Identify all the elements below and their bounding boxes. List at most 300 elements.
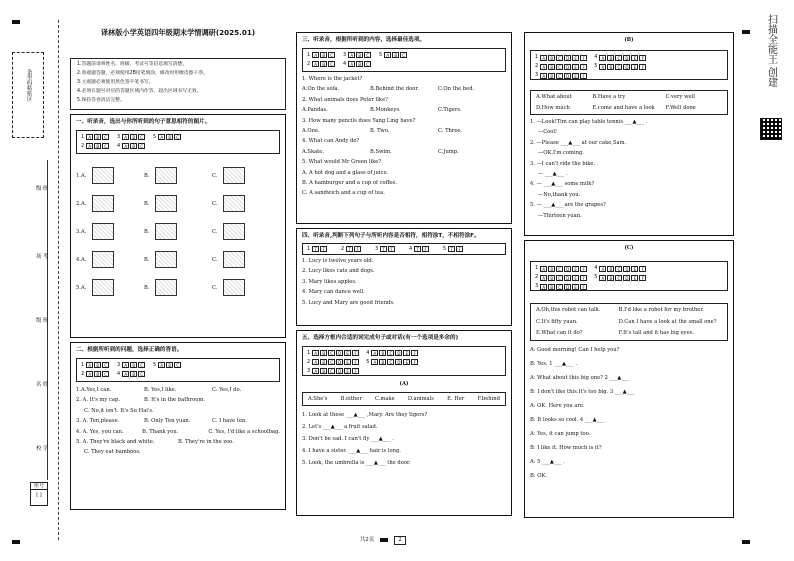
bubble-e[interactable]: E bbox=[572, 266, 579, 272]
phrase-option: F.Well done bbox=[665, 104, 696, 111]
part5-answer-grid: 1 A B C D E F 4 A B C D E F 2 A B C D E F 5 A B C D E F 3 A B C D E F bbox=[302, 346, 506, 376]
row-label: 2.A. bbox=[76, 200, 87, 207]
question-options: A.One. B. Two. C. Three. bbox=[302, 127, 463, 134]
part4-answer-grid: 1 T F 2 T F 3 T F 4 T F 5 T F bbox=[302, 243, 506, 255]
part5a-sentences bbox=[302, 412, 506, 472]
dialog-line: A: OK. Here you are. bbox=[530, 402, 585, 409]
bubble-c[interactable]: C bbox=[328, 368, 335, 374]
question-row: C. No,it isn't. It's Su Hai's. bbox=[84, 407, 154, 414]
bubble-a[interactable]: A bbox=[348, 52, 355, 58]
bubble-f[interactable]: F bbox=[639, 55, 646, 61]
bubble-e[interactable]: E bbox=[403, 350, 410, 356]
bubble-b[interactable]: B bbox=[392, 52, 399, 58]
corner-mark bbox=[742, 30, 750, 34]
bubble-f[interactable]: F bbox=[580, 266, 587, 272]
picture-ice-cream-icon bbox=[92, 223, 114, 240]
bubble-c[interactable]: C bbox=[328, 359, 335, 365]
question-row: 4. A. Yes, you can. B. Thank you. C. Yes, I'd like a schoolbag. bbox=[76, 428, 280, 435]
dialog-line: —No,thank you. bbox=[538, 191, 581, 198]
bubble-a[interactable]: A bbox=[540, 266, 547, 272]
part2-title: 二、根据所听到的问题，选择正确的答语。 bbox=[76, 347, 183, 353]
dialog-line: — ___▲___ . bbox=[538, 170, 568, 177]
column-2 bbox=[296, 32, 512, 532]
option-label: C. bbox=[212, 256, 218, 263]
picture-man-icon bbox=[223, 279, 245, 296]
bubble-e[interactable]: E bbox=[403, 359, 410, 365]
bubble-b[interactable]: B bbox=[379, 359, 386, 365]
bubble-b[interactable]: B bbox=[94, 371, 101, 377]
bubble-a[interactable]: A bbox=[371, 350, 378, 356]
bubble-c[interactable]: C bbox=[615, 55, 622, 61]
question-option: B. A hamburger and a cup of coffee. bbox=[302, 179, 398, 186]
dialog-line: 5. — ___▲___ are the grapes? bbox=[530, 202, 606, 209]
notice-item: 5.保持答卷清洁完整。 bbox=[77, 98, 125, 103]
bubble-f[interactable]: F bbox=[352, 368, 359, 374]
statement: 2. Lucy likes cats and dogs. bbox=[302, 268, 375, 275]
part5c-dialog bbox=[530, 347, 728, 487]
bubble-f[interactable]: F bbox=[411, 359, 418, 365]
bubble-d[interactable]: D bbox=[625, 55, 629, 61]
dialog-line: —Cool! bbox=[538, 129, 558, 136]
part4-section bbox=[296, 228, 512, 326]
question-row: 5. A. They're black and white. B. They're in the zoo. bbox=[76, 438, 234, 445]
word-option: F.behind bbox=[477, 395, 500, 402]
bubble-c[interactable]: C bbox=[138, 134, 145, 140]
phrase-option: D.How much bbox=[536, 104, 570, 111]
picture-leopard-icon bbox=[155, 167, 177, 184]
word-option: B.either bbox=[340, 395, 362, 402]
bubble-d[interactable]: D bbox=[397, 351, 401, 357]
picture-room-icon bbox=[92, 251, 114, 268]
bubble-e[interactable]: E bbox=[572, 275, 579, 281]
bubble-e[interactable]: E bbox=[344, 368, 351, 374]
field-label: 班级 bbox=[34, 185, 48, 191]
question-row: 1.A.Yes,I can. B. Yes,I like. C. Yes,I do. bbox=[76, 386, 242, 393]
dialog-line: —OK,I'm coming. bbox=[538, 150, 584, 157]
bubble-f[interactable]: F bbox=[320, 246, 327, 252]
option-label: B. bbox=[144, 200, 150, 207]
notice-item: 2.客观题答题，必须使用2B铅笔填涂，修改时用橡皮擦干净。 bbox=[77, 71, 208, 76]
picture-sandwich-icon bbox=[223, 223, 245, 240]
part5a-label: (A) bbox=[399, 380, 409, 387]
bubble-b[interactable]: B bbox=[130, 362, 137, 368]
bubble-t[interactable]: T bbox=[312, 246, 319, 252]
bubble-t[interactable]: T bbox=[414, 246, 421, 252]
picture-bowl-icon bbox=[155, 223, 177, 240]
bubble-a[interactable]: A bbox=[122, 143, 129, 149]
picture-room-icon bbox=[223, 251, 245, 268]
bubble-f[interactable]: F bbox=[580, 275, 587, 281]
part5b-word-box bbox=[530, 90, 728, 115]
bubble-b[interactable]: B bbox=[166, 134, 173, 140]
bubble-f[interactable]: F bbox=[580, 284, 587, 290]
bubble-c[interactable]: C bbox=[102, 362, 109, 368]
dialog-line: 1. —Look!Tim can play table tennis ___▲___ . bbox=[530, 119, 648, 125]
question-row: 3. A. Ten,please. B. Only Ten yuan. C. I have ten. bbox=[76, 418, 248, 425]
bubble-a[interactable]: A bbox=[122, 371, 129, 377]
bubble-d[interactable]: D bbox=[338, 360, 342, 366]
part1-section bbox=[70, 114, 286, 338]
bubble-a[interactable]: A bbox=[599, 266, 606, 272]
picture-table-tennis-icon bbox=[155, 195, 177, 212]
bubble-f[interactable]: F bbox=[352, 350, 359, 356]
bubble-c[interactable]: C bbox=[138, 362, 145, 368]
bubble-a[interactable]: A bbox=[540, 275, 547, 281]
bubble-a[interactable]: A bbox=[540, 64, 547, 70]
bubble-a[interactable]: A bbox=[86, 362, 93, 368]
notice-item: 1.答题前请将姓名、班级、考试号等信息填写清楚。 bbox=[77, 62, 188, 67]
bubble-c[interactable]: C bbox=[138, 143, 145, 149]
bubble-b[interactable]: B bbox=[607, 55, 614, 61]
part5c-sentence-box bbox=[530, 303, 728, 341]
part3-answer-grid: 1 A B C 3 A B C 5 A B C 2 A B C 4 A B C bbox=[302, 48, 506, 72]
field-label: 姓名 bbox=[34, 381, 48, 387]
bubble-d[interactable]: D bbox=[625, 64, 629, 70]
bubble-c[interactable]: C bbox=[556, 64, 563, 70]
footer-mark bbox=[380, 538, 388, 542]
bubble-c[interactable]: C bbox=[615, 275, 622, 281]
bubble-c[interactable]: C bbox=[364, 61, 371, 67]
bubble-e[interactable]: E bbox=[344, 350, 351, 356]
bubble-c[interactable]: C bbox=[615, 266, 622, 272]
sentence: 3. Don't be sad. I can't fly ___▲___ . bbox=[302, 436, 394, 443]
page-number: 2 bbox=[394, 536, 405, 545]
bubble-b[interactable]: B bbox=[356, 52, 363, 58]
bubble-t[interactable]: T bbox=[380, 246, 387, 252]
word-option: E. Her bbox=[447, 395, 465, 402]
bubble-b[interactable]: B bbox=[320, 359, 327, 365]
bubble-b[interactable]: B bbox=[548, 73, 555, 79]
bubble-t[interactable]: T bbox=[448, 246, 455, 252]
row-label: 1.A. bbox=[76, 172, 87, 179]
bubble-t[interactable]: T bbox=[346, 246, 353, 252]
part5b-dialog bbox=[530, 119, 728, 223]
question-text: 1. Where is the jacket? bbox=[302, 75, 363, 82]
sentence-option: F.It's tall and it has big eyes. bbox=[618, 330, 694, 336]
bubble-c[interactable]: C bbox=[556, 275, 563, 281]
bubble-c[interactable]: C bbox=[556, 266, 563, 272]
dialog-line: A: Yes, it can jump too. bbox=[530, 430, 591, 437]
sentence-option: E.What can it do? bbox=[536, 330, 583, 336]
picture-rows bbox=[76, 162, 280, 302]
bubble-b[interactable]: B bbox=[379, 350, 386, 356]
dialog-line: B: I don't like this.It's too big. 3 ___▲___ bbox=[530, 388, 635, 395]
bubble-a[interactable]: A bbox=[158, 362, 165, 368]
question-text: 5. What would Mr Green like? bbox=[302, 159, 382, 166]
bubble-c[interactable]: C bbox=[387, 350, 394, 356]
column-3 bbox=[524, 32, 734, 532]
part5b-label: (B) bbox=[624, 37, 634, 43]
bubble-e[interactable]: E bbox=[572, 73, 579, 79]
sentence: 4. I have a sister. ___▲___ hair is long. bbox=[302, 448, 401, 455]
column-1 bbox=[70, 28, 286, 550]
option-label: B. bbox=[144, 256, 150, 263]
bubble-b[interactable]: B bbox=[548, 266, 555, 272]
field-label: 考场 bbox=[34, 253, 48, 259]
question-row: 2. A. It's my cap. B. It's in the bathroom. bbox=[76, 397, 205, 404]
bubble-d[interactable]: D bbox=[338, 369, 342, 375]
word-option: A.She's bbox=[308, 395, 328, 402]
question-text: 3. How many pencils does Yang Ling have? bbox=[302, 117, 416, 124]
part5c-label: (C) bbox=[624, 245, 634, 251]
page-count: 共2页 bbox=[360, 537, 375, 543]
question-option: C. A sandwich and a cup of tea. bbox=[302, 190, 385, 197]
question-text: 4. What can Andy do? bbox=[302, 138, 360, 145]
notice-box bbox=[70, 58, 286, 110]
notice-item: 4.必须在题号对应的答题区域内作答，超出区域书写无效。 bbox=[77, 89, 202, 94]
bubble-a[interactable]: A bbox=[122, 134, 129, 140]
corner-mark bbox=[12, 540, 20, 544]
bubble-f[interactable]: F bbox=[456, 246, 463, 252]
bubble-a[interactable]: A bbox=[599, 55, 606, 61]
bubble-b[interactable]: B bbox=[607, 64, 614, 70]
bubble-f[interactable]: F bbox=[580, 55, 587, 61]
bubble-b[interactable]: B bbox=[607, 275, 614, 281]
bubble-d[interactable]: D bbox=[566, 266, 570, 272]
question-options: A.Pandas. B.Monkeys. C.Tigers. bbox=[302, 107, 462, 114]
bubble-f[interactable]: F bbox=[639, 266, 646, 272]
statement: 5. Lucy and Mary are good friends. bbox=[302, 299, 395, 306]
bubble-a[interactable]: A bbox=[158, 134, 165, 140]
bubble-b[interactable]: B bbox=[320, 52, 327, 58]
dialog-line: A: What about this big one? 2 ___▲___ bbox=[530, 374, 630, 381]
bubble-e[interactable]: E bbox=[572, 64, 579, 70]
bubble-b[interactable]: B bbox=[607, 266, 614, 272]
part1-title: 一、听录音，选出与你所听到的句子意思相符的图片。 bbox=[76, 119, 211, 125]
bubble-c[interactable]: C bbox=[364, 52, 371, 58]
dialog-line: A: 5 ___▲___ . bbox=[530, 458, 565, 465]
bubble-c[interactable]: C bbox=[102, 143, 109, 149]
bubble-c[interactable]: C bbox=[387, 359, 394, 365]
sentence-option: A.Oh,this robot can talk. bbox=[536, 307, 601, 313]
bubble-e[interactable]: E bbox=[572, 284, 579, 290]
option-label: B. bbox=[144, 172, 150, 179]
scanner-watermark: 扫描全能王 创建 bbox=[765, 14, 777, 88]
bubble-f[interactable]: F bbox=[354, 246, 361, 252]
part5c-section bbox=[524, 240, 734, 518]
question-row: C. They eat bamboos. bbox=[84, 449, 141, 456]
part3-title: 三、听录音，根据所听到的内容，选择最佳选项。 bbox=[302, 37, 426, 43]
bubble-d[interactable]: D bbox=[566, 64, 570, 70]
sentence: 2. Let's ___▲___ a fruit salad. bbox=[302, 424, 378, 431]
row-label: 5.A. bbox=[76, 284, 87, 291]
phrase-option: A.What about bbox=[536, 94, 572, 100]
picture-room-icon bbox=[155, 251, 177, 268]
bubble-e[interactable]: E bbox=[572, 55, 579, 61]
bubble-c[interactable]: C bbox=[102, 134, 109, 140]
bubble-a[interactable]: A bbox=[599, 64, 606, 70]
seat-label: 座号 bbox=[31, 483, 47, 490]
bubble-f[interactable]: F bbox=[580, 64, 587, 70]
bubble-a[interactable]: A bbox=[312, 359, 319, 365]
question-options: A.On the sofa. B.Behind the door. C.On the bed. bbox=[302, 86, 475, 93]
part4-title: 四、听录音,判断下列句子与所听内容是否相符，相符涂T，不相符涂F。 bbox=[302, 233, 480, 239]
phrase-option: B.Have a try bbox=[592, 94, 626, 100]
bubble-b[interactable]: B bbox=[130, 143, 137, 149]
sentence: 1. Look at these ___▲___ ,Mary. Are they tigers? bbox=[302, 412, 428, 419]
bubble-b[interactable]: B bbox=[94, 143, 101, 149]
bubble-e[interactable]: E bbox=[631, 64, 638, 70]
bubble-a[interactable]: A bbox=[540, 73, 547, 79]
bubble-b[interactable]: B bbox=[130, 371, 137, 377]
sentence-option: C.It's fifty yuan. bbox=[536, 318, 578, 325]
part3-section bbox=[296, 32, 512, 224]
bubble-a[interactable]: A bbox=[384, 52, 391, 58]
qr-code-icon bbox=[760, 118, 782, 140]
sentence-option: B.I'd like a robot for my brother. bbox=[618, 307, 704, 313]
bubble-b[interactable]: B bbox=[130, 134, 137, 140]
bubble-b[interactable]: B bbox=[320, 61, 327, 67]
bubble-a[interactable]: A bbox=[371, 359, 378, 365]
bubble-a[interactable]: A bbox=[540, 284, 547, 290]
part5c-answer-grid: 1 A B C D E F 4 A B C D E F 2 A B C D E F 5 A B C D E F 3 A B C D E F bbox=[530, 261, 728, 291]
field-line bbox=[47, 160, 48, 480]
bubble-a[interactable]: A bbox=[312, 350, 319, 356]
picture-row bbox=[76, 162, 280, 190]
bubble-d[interactable]: D bbox=[566, 284, 570, 290]
bubble-d[interactable]: D bbox=[625, 266, 629, 272]
part5b-answer-grid: 1 A B C D E F 4 A B C D E F 2 A B C D E F 5 A B C D E F 3 A B C D E F bbox=[530, 50, 728, 80]
dialog-line: B: I like it. How much is it? bbox=[530, 444, 602, 451]
dialog-line: B: Yes. 1 ___▲___ . bbox=[530, 360, 578, 367]
statement: 1. Lucy is twelve years old. bbox=[302, 257, 374, 264]
bubble-f[interactable]: F bbox=[422, 246, 429, 252]
option-label: C. bbox=[212, 172, 218, 179]
part5a-word-box bbox=[302, 392, 506, 407]
option-label: B. bbox=[144, 228, 150, 235]
bubble-c[interactable]: C bbox=[615, 64, 622, 70]
bubble-b[interactable]: B bbox=[320, 368, 327, 374]
bubble-e[interactable]: E bbox=[631, 266, 638, 272]
part5b-section bbox=[524, 32, 734, 236]
bubble-a[interactable]: A bbox=[599, 275, 606, 281]
bubble-c[interactable]: C bbox=[556, 55, 563, 61]
bubble-f[interactable]: F bbox=[352, 359, 359, 365]
bubble-a[interactable]: A bbox=[348, 61, 355, 67]
picture-row bbox=[76, 274, 280, 302]
question-text: 2. What animals does Peter like? bbox=[302, 96, 388, 103]
picture-row bbox=[76, 218, 280, 246]
question-option: A. A hot dog and a glass of juice. bbox=[302, 169, 389, 176]
bubble-a[interactable]: A bbox=[86, 134, 93, 140]
word-option: D.animals bbox=[407, 395, 434, 402]
dialog-line: 3. —I can't ride the bike. bbox=[530, 160, 596, 167]
bubble-c[interactable]: C bbox=[174, 134, 181, 140]
part2-section bbox=[70, 342, 286, 510]
bubble-b[interactable]: B bbox=[548, 284, 555, 290]
field-label: 班级 bbox=[34, 317, 48, 323]
bubble-d[interactable]: D bbox=[566, 73, 570, 79]
part5-section bbox=[296, 330, 512, 516]
bubble-a[interactable]: A bbox=[312, 52, 319, 58]
part2-questions bbox=[76, 387, 280, 460]
bubble-c[interactable]: C bbox=[328, 52, 335, 58]
picture-row bbox=[76, 190, 280, 218]
option-label: B. bbox=[144, 284, 150, 291]
bubble-b[interactable]: B bbox=[320, 350, 327, 356]
notice-item: 3.主观题必须使用黑色签字笔书写。 bbox=[77, 80, 154, 85]
bubble-a[interactable]: A bbox=[312, 368, 319, 374]
corner-mark bbox=[742, 540, 750, 544]
option-label: C. bbox=[212, 200, 218, 207]
bubble-c[interactable]: C bbox=[556, 73, 563, 79]
bubble-b[interactable]: B bbox=[166, 362, 173, 368]
picture-basketball-icon bbox=[223, 195, 245, 212]
bubble-f[interactable]: F bbox=[411, 350, 418, 356]
bubble-d[interactable]: D bbox=[397, 360, 401, 366]
bubble-e[interactable]: E bbox=[344, 359, 351, 365]
bubble-c[interactable]: C bbox=[556, 284, 563, 290]
phrase-option: E.come and have a look bbox=[592, 104, 655, 111]
dialog-line: A: Good morning! Can I help you? bbox=[530, 346, 620, 353]
bubble-c[interactable]: C bbox=[328, 61, 335, 67]
bubble-a[interactable]: A bbox=[122, 362, 129, 368]
bubble-a[interactable]: A bbox=[86, 371, 93, 377]
bubble-d[interactable]: D bbox=[338, 351, 342, 357]
row-label: 4.A. bbox=[76, 256, 87, 263]
bubble-a[interactable]: A bbox=[540, 55, 547, 61]
bubble-c[interactable]: C bbox=[400, 52, 407, 58]
bubble-e[interactable]: E bbox=[631, 55, 638, 61]
bubble-b[interactable]: B bbox=[548, 275, 555, 281]
bubble-c[interactable]: C bbox=[328, 350, 335, 356]
bubble-b[interactable]: B bbox=[94, 134, 101, 140]
barcode-area bbox=[12, 52, 44, 138]
picture-tiger-icon bbox=[92, 167, 114, 184]
part3-questions bbox=[302, 76, 506, 201]
sentence: 5. Look, the umbrella is ___▲___ the door. bbox=[302, 460, 411, 467]
bubble-f[interactable]: F bbox=[580, 73, 587, 79]
bubble-f[interactable]: F bbox=[639, 275, 646, 281]
bubble-c[interactable]: C bbox=[138, 371, 145, 377]
picture-man-icon bbox=[155, 279, 177, 296]
part1-answer-grid: 1 A B C 3 A B C 5 A B C 2 A B C 4 A B C bbox=[76, 130, 280, 154]
dialog-line: B: OK. bbox=[530, 472, 547, 479]
dialog-line: —Thirteen yuan. bbox=[538, 212, 582, 219]
bubble-f[interactable]: F bbox=[639, 64, 646, 70]
picture-boy-ball-icon bbox=[92, 195, 114, 212]
bubble-c[interactable]: C bbox=[102, 371, 109, 377]
bubble-c[interactable]: C bbox=[174, 362, 181, 368]
seat-box bbox=[30, 482, 48, 506]
picture-man-icon bbox=[92, 279, 114, 296]
bubble-a[interactable]: A bbox=[312, 61, 319, 67]
option-label: C. bbox=[212, 284, 218, 291]
dialog-line: 2. —Please ___▲___ at our cake,Sam. bbox=[530, 139, 627, 146]
bubble-b[interactable]: B bbox=[548, 64, 555, 70]
question-options: A.Skate. B.Swim. C.Jump. bbox=[302, 148, 459, 155]
corner-mark bbox=[12, 20, 20, 24]
bubble-b[interactable]: B bbox=[548, 55, 555, 61]
bubble-a[interactable]: A bbox=[86, 143, 93, 149]
bubble-d[interactable]: D bbox=[625, 275, 629, 281]
bubble-d[interactable]: D bbox=[566, 275, 570, 281]
bubble-f[interactable]: F bbox=[388, 246, 395, 252]
word-option: C.make bbox=[375, 395, 395, 402]
dialog-line: 4. — ___▲___ some milk? bbox=[530, 181, 595, 188]
part4-items bbox=[302, 258, 506, 310]
page-title: 译林版小学英语四年级期末学情调研(2025.01) bbox=[100, 28, 256, 37]
field-label: 学校 bbox=[34, 445, 48, 451]
dialog-line: B: It looks so cool. 4 ___▲___ bbox=[530, 416, 605, 423]
bubble-d[interactable]: D bbox=[566, 55, 570, 61]
part5-title: 五、选择方框内合适的词完成句子或对话(有一个选项是多余的) bbox=[302, 335, 459, 341]
bubble-e[interactable]: E bbox=[631, 275, 638, 281]
bubble-b[interactable]: B bbox=[94, 362, 101, 368]
statement: 4. Mary can dance well. bbox=[302, 289, 365, 296]
bubble-b[interactable]: B bbox=[356, 61, 363, 67]
row-label: 3.A. bbox=[76, 228, 87, 235]
